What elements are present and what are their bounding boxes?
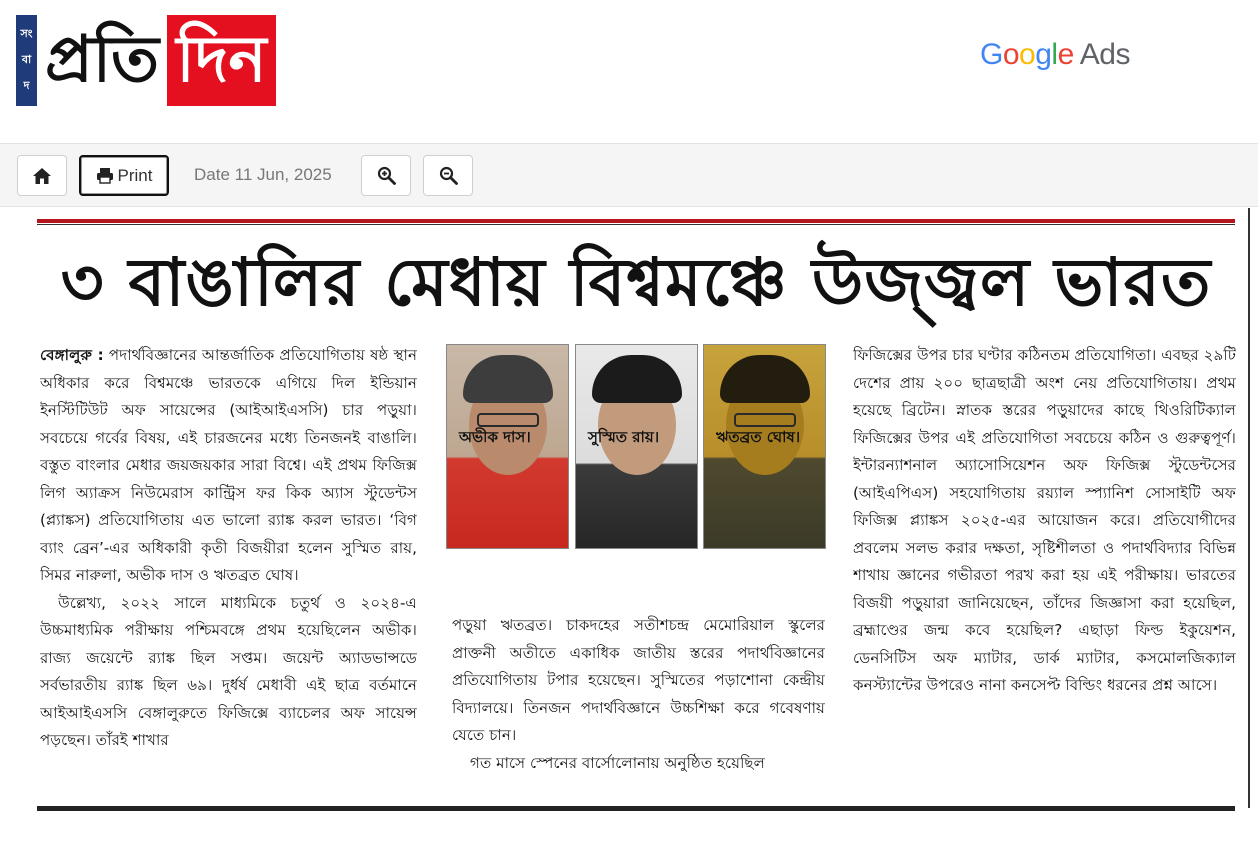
article-paragraph: পড়ুয়া ঋতব্রত। চাকদহের সতীশচন্দ্র মেমোরিয়াল স্কুলের প্রাক্তনী অতীতে একাধিক জাতীয় স্তরের পদার্থবিজ্ঞানের প্রতিযোগিতায় টপার হয়েছেন। সুস্মিতের পড়াশোনা কেন্দ্রীয় বিদ্যালয়ে। তিনজন পদার্থবিজ্ঞানে উচ্চশিক্ষা করে গবেষণায় যেতে চান। <box>452 616 825 744</box>
hair-shape <box>463 355 553 403</box>
google-letter: G <box>980 38 1003 71</box>
article-paragraph: গত মাসে স্পেনের বার্সোলোনায় অনুষ্ঠিত হয়েছিল <box>470 753 765 772</box>
bottom-rule <box>37 806 1235 811</box>
google-letter: o <box>1002 38 1020 71</box>
top-rule <box>37 219 1235 223</box>
toolbar <box>0 143 1258 207</box>
article-column-3 <box>853 342 1236 782</box>
logo-text-right: দিন <box>167 15 276 106</box>
glasses-shape <box>734 413 796 427</box>
google-letter: l <box>1051 38 1058 71</box>
epaper-clipping[interactable] <box>0 208 1258 841</box>
zoom-in-button[interactable] <box>361 155 411 196</box>
logo-text-left: প্রতি <box>37 15 167 106</box>
hair-shape <box>720 355 810 403</box>
print-button[interactable] <box>79 155 169 196</box>
hair-shape <box>592 355 682 403</box>
photo-caption: অভীক দাস। <box>459 428 531 446</box>
masthead <box>0 0 1258 143</box>
logo-side-char: বা <box>21 52 32 66</box>
zoom-out-icon <box>439 166 458 185</box>
print-label: Print <box>117 165 153 185</box>
top-rule-thin <box>37 224 1235 225</box>
logo-side-char: সং <box>20 26 33 40</box>
article-paragraph <box>40 342 417 590</box>
zoom-out-button[interactable] <box>423 155 473 196</box>
article-paragraph: উল্লেখ্য, ২০২২ সালে মাধ্যমিকে চতুর্থ ও ২০২৪-এ উচ্চমাধ্যমিক পরীক্ষায় পশ্চিমবঙ্গে প্রথম হয়েছিলেন অভীক। রাজ্য জয়েন্টে র‌্যাঙ্ক ছিল সপ্তম। জয়েন্ট অ্যাডভান্সডে সর্বভারতীয় র‌্যাঙ্ক ছিল ৬৯। দুর্ধর্ষ মেধাবী এই ছাত্র বর্তমানে আইআইএসসি বেঙ্গালুরুতে ফিজিক্সে ব্যাচেলর অফ সায়েন্স পড়ছেন। তাঁরই শাখার <box>40 593 417 749</box>
google-ads-banner[interactable] <box>980 38 1130 72</box>
printer-icon <box>96 167 114 184</box>
paragraph-text: পদার্থবিজ্ঞানের আন্তর্জাতিক প্রতিযোগিতায় ষষ্ঠ স্থান অধিকার করে বিশ্বমঞ্চে ভারতকে এগিয়ে দিল ইন্ডিয়ান ইনস্টিটিউট অফ সায়েন্সের (আইআইএসসি) চার পড়ুয়া। সবচেয়ে গর্বের বিষয়, এই চারজনের মধ্যে তিনজনই বাঙালি। বস্তুত বাংলার মেধার জয়জয়কার সারা বিশ্বে। এই প্রথম ফিজিক্স লিগ অ্যাক্রস নিউমেরাস কান্ট্রিস ফর কিক অ্যাস স্টুডেন্টস (প্ল্যাঙ্কস) প্রতিযোগিতায় এত ভালো র‌্যাঙ্ক করল ভারত। ‘বিগ ব্যাং ব্রেন’-এর অধিকারী কৃতী বিজয়ীরা হলেন সুস্মিত রায়, সিমর নারুলা, অভীক দাস ও ঋতব্রত ঘোষ। <box>40 346 417 584</box>
edition-date: Date 11 Jun, 2025 <box>194 165 332 184</box>
article-column-1 <box>40 342 417 782</box>
google-letter: g <box>1035 38 1052 71</box>
zoom-in-icon <box>377 166 396 185</box>
logo-side-strip <box>16 15 37 106</box>
glasses-shape <box>477 413 539 427</box>
right-rule <box>1248 208 1250 808</box>
home-icon <box>32 167 52 185</box>
logo-side-char: দ <box>23 79 30 93</box>
google-letter: e <box>1057 38 1074 71</box>
article-paragraph: ফিজিক্সের উপর চার ঘণ্টার কঠিনতম প্রতিযোগিতা। এবছর ২৯টি দেশের প্রায় ২০০ ছাত্রছাত্রী অংশ নেয় প্রতিযোগিতায়। প্রথম হয়েছে ব্রিটেন। স্নাতক স্তরের পড়ুয়াদের কাছে থিওরিটিক্যাল ফিজিক্সের উপর এই প্রতিযোগিতা সবচেয়ে কঠিন ও গুরুত্বপূর্ণ। ইন্টারন্যাশনাল অ্যাসোসিয়েশন অফ ফিজিক্স স্টুডেন্টসের (আইএপিএস) সহযোগিতায় রয়্যাল স্প্যানিশ সোসাইটি অফ ফিজিক্স প্ল্যাঙ্কস ২০২৫-এর আয়োজন করে। প্রতিযোগীদের প্রবলেম সলভ করার দক্ষতা, সৃষ্টিশীলতা ও পদার্থবিদ্যার বিভিন্ন শাখায় জ্ঞানের গভীরতা পরখ করা হয় এই পরীক্ষায়। ভারতের বিজয়ী পড়ুয়ারা জানিয়েছেন, তাঁদের জিজ্ঞাসা করা হয়েছিল, ব্রহ্মাণ্ডের জন্ম কবে হয়েছিল? এছাড়া ফিল্ড ইকুয়েশন, ডেনসিটিস অফ ম্যাটার, ডার্ক ম্যাটার, কসমোলজিক্যাল কনস্ট্যান্টের উপরেও নানা কনসেপ্ট বিল্ডিং ধরনের প্রশ্ন আসে। <box>853 346 1236 694</box>
photo-caption: সুস্মিত রায়। <box>588 428 660 446</box>
sangbad-pratidin-logo[interactable] <box>16 15 276 106</box>
photo-caption: ঋতব্রত ঘোষ। <box>716 428 801 446</box>
article-headline: ৩ বাঙালির মেধায় বিশ্বমঞ্চে উজ্জ্বল ভারত <box>60 243 1212 321</box>
google-letter: o <box>1019 38 1036 71</box>
home-button[interactable] <box>17 155 67 196</box>
dateline: বেঙ্গালুরু : <box>40 346 104 364</box>
article-column-2 <box>452 612 825 782</box>
ads-label: Ads <box>1079 38 1130 71</box>
